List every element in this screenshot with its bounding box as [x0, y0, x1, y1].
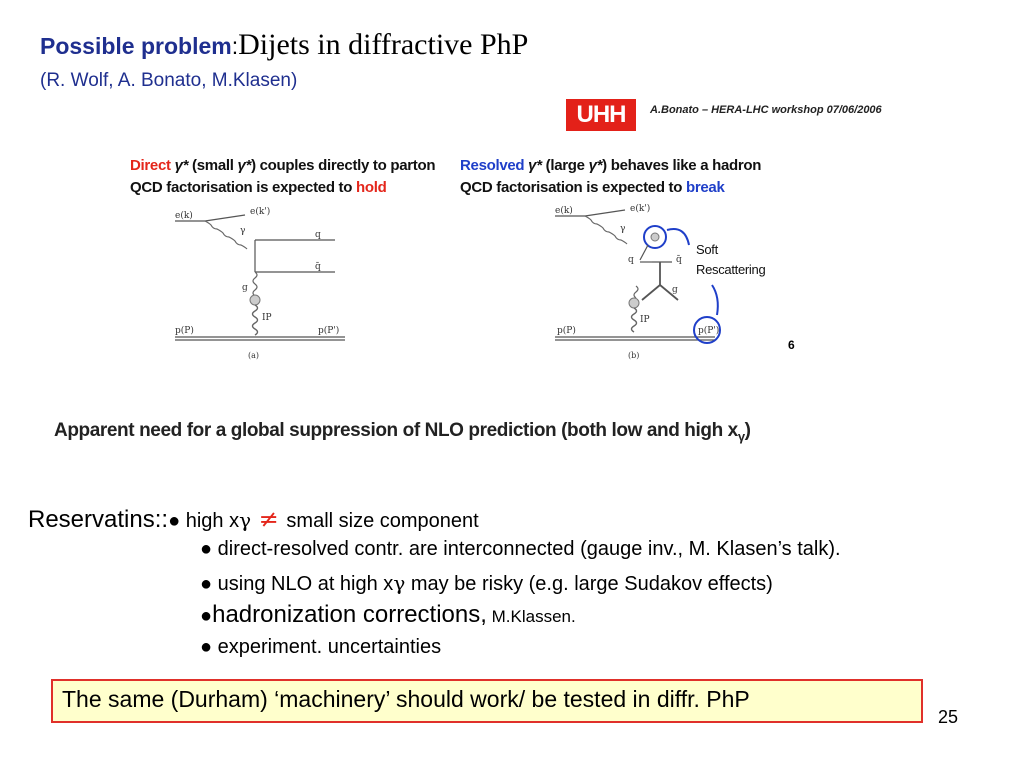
reservation-2-text: direct-resolved contr. are interconnected (gauge inv., M. Klasen’s talk).: [212, 538, 841, 560]
bullet-2: ●: [200, 538, 213, 560]
direct-text-a: (small: [188, 157, 238, 174]
label-qbar-b: q̄: [676, 255, 682, 265]
apparent-need-close: ): [744, 420, 751, 441]
uhh-logo: UHH: [566, 99, 636, 131]
label-gamma-b: γ: [620, 224, 626, 234]
reservation-3-post: may be risky (e.g. large Sudakov effects): [405, 573, 773, 595]
label-pomeron-b: IP: [640, 315, 650, 325]
reservation-item-1: [168, 505, 479, 533]
gluon-line-b: [634, 286, 638, 298]
label-gamma-a: γ: [240, 226, 246, 236]
pomeron-blob-a: [250, 295, 260, 305]
resolved-keyword: break: [685, 179, 725, 196]
label-q-a: q: [315, 230, 321, 240]
resolved-label: Resolved: [460, 157, 525, 174]
quark-line-b: [640, 245, 648, 260]
title-colon: :: [231, 33, 239, 59]
note-text: The same (Durham) ‘machinery’ should work/ be tested in diffr. PhP: [62, 686, 750, 712]
label-q-b: q: [628, 255, 634, 265]
rescattering-label: Rescattering: [696, 262, 766, 277]
label-p-out-b: p(P'): [698, 326, 720, 336]
direct-keyword: hold: [355, 179, 387, 196]
caption-b: (b): [628, 351, 640, 360]
apparent-need-text: [54, 420, 751, 444]
bullet-5: ●: [200, 636, 213, 658]
pomeron-line-a: [253, 305, 258, 335]
soft-label: Soft: [696, 242, 718, 257]
soft-rescattering-label: [696, 240, 765, 280]
apparent-need-sub: γ: [737, 428, 745, 444]
label-e-in-b: e(k): [555, 206, 573, 216]
jet-line-b-1: [642, 285, 660, 300]
label-e-out-b: e(k'): [630, 204, 651, 214]
page-number: 25: [938, 707, 959, 727]
resolved-text-b: ) behaves like a hadron: [602, 157, 762, 174]
rescattering-arrow-top: [667, 229, 689, 245]
direct-qcd-text: QCD factorisation is expected to: [130, 179, 356, 196]
reservation-item-5: [200, 636, 441, 659]
title-main: Dijets in diffractive PhP: [238, 28, 529, 61]
reservation-item-4: [200, 601, 576, 629]
pomeron-blob-b: [629, 298, 639, 308]
diagram-a: [175, 206, 345, 360]
direct-gamma: γ*: [174, 157, 189, 174]
reservation-3-gamma: γ: [393, 571, 406, 595]
reservation-item-3: [200, 571, 773, 596]
reservation-4-author: M.Klassen.: [486, 607, 576, 626]
bullet-3: ●: [200, 573, 213, 595]
direct-gamma-2: γ*: [237, 157, 252, 174]
label-p-in-a: p(P): [175, 326, 194, 336]
diagram-b: [555, 203, 720, 360]
label-g-a: g: [242, 283, 248, 293]
label-pomeron-a: IP: [262, 313, 272, 323]
resolved-gamma-2: γ*: [588, 157, 603, 174]
direct-label: Direct: [130, 157, 171, 174]
photon-blob-b: [651, 233, 659, 241]
rescattering-arrow-bottom: [712, 285, 718, 315]
apparent-need-main: Apparent need for a global suppression of NLO prediction (both low and high x: [54, 420, 738, 441]
label-p-in-b: p(P): [557, 326, 576, 336]
label-e-out-a: e(k'): [250, 207, 271, 217]
bullet-4: ●: [200, 605, 213, 627]
resolved-text-a: (large: [541, 157, 589, 174]
reservation-1-pre: high x: [180, 510, 240, 532]
electron-line-out-b: [585, 210, 625, 216]
pomeron-line-b: [632, 308, 637, 332]
authors-line: (R. Wolf, A. Bonato, M.Klasen): [40, 70, 298, 91]
reservation-1-post: small size component: [286, 510, 479, 532]
label-qbar-a: q̄: [315, 262, 321, 272]
reservations-heading-line: [28, 505, 479, 534]
reservation-5-text: experiment. uncertainties: [212, 636, 442, 658]
label-g-b: g: [672, 285, 678, 295]
resolved-qcd-text: QCD factorisation is expected to: [460, 179, 686, 196]
gluon-line-a: [253, 272, 257, 296]
title-lead: Possible problem: [40, 33, 232, 59]
label-p-out-a: p(P'): [318, 326, 340, 336]
embedded-slide-number: 6: [788, 338, 795, 352]
resolved-gamma: γ*: [528, 157, 542, 174]
workshop-label: A.Bonato – HERA-LHC workshop 07/06/2006: [650, 104, 882, 116]
label-e-in-a: e(k): [175, 211, 193, 221]
reservation-item-2: [200, 538, 841, 561]
bullet-1: ●: [168, 510, 181, 532]
reservations-heading: Reservatins::: [28, 506, 169, 533]
reservation-3-pre: using NLO at high x: [212, 573, 394, 595]
caption-a: (a): [248, 351, 260, 360]
reservation-4-main: hadronization corrections,: [212, 601, 487, 628]
reservation-1-gamma: γ: [239, 508, 252, 532]
electron-line-out-a: [205, 215, 245, 221]
not-equal-sign: ≠: [251, 505, 287, 533]
direct-text-b: ) couples directly to parton: [251, 157, 436, 174]
